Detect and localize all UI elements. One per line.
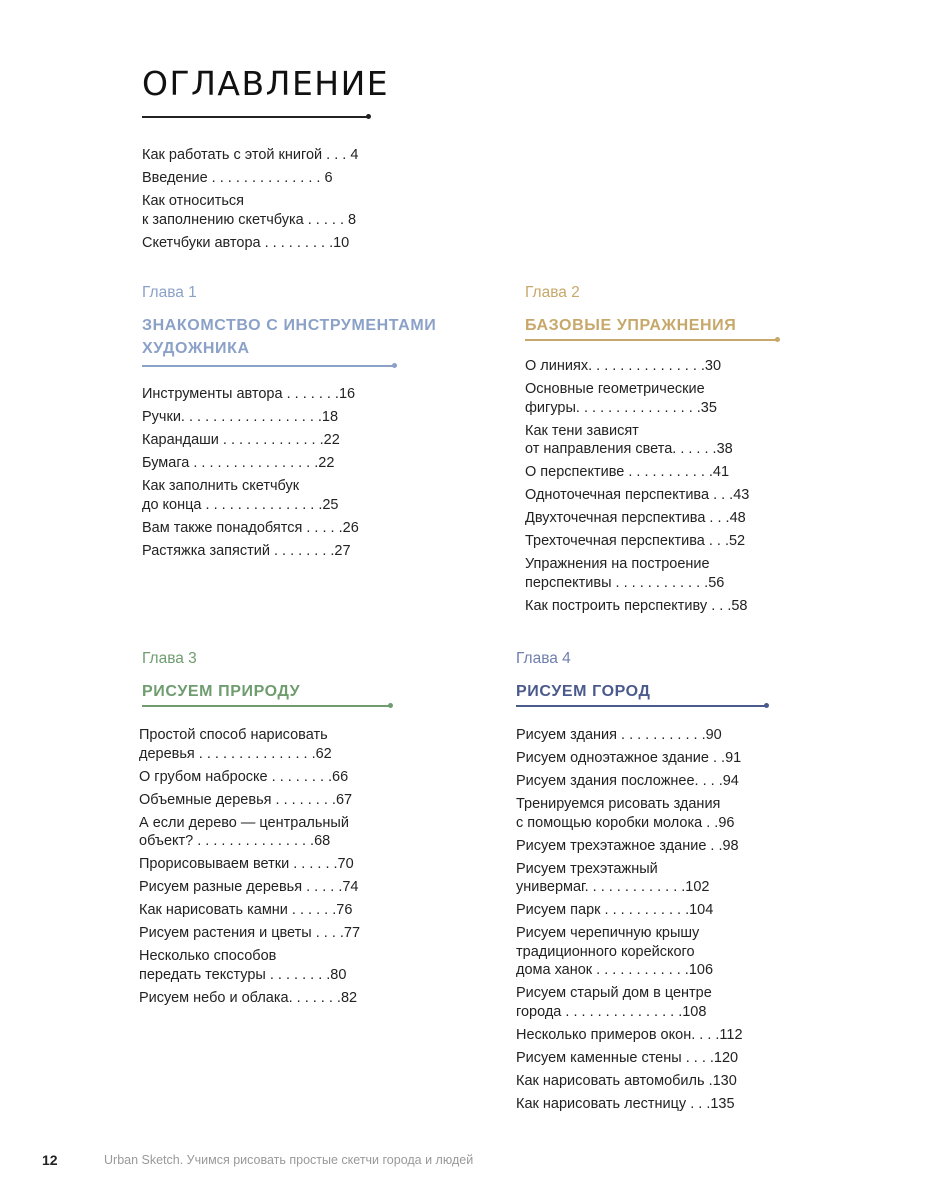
toc-entry[interactable] xyxy=(139,814,360,851)
toc-entry-line: передать текстуры . . . . . . . .80 xyxy=(139,966,347,983)
toc-entry-line: О грубом наброске . . . . . . . .66 xyxy=(139,768,349,785)
page-number: 12 xyxy=(42,1152,58,1168)
toc-entry[interactable] xyxy=(139,924,360,943)
toc-entry[interactable] xyxy=(142,408,359,427)
chapter-title-line: БАЗОВЫЕ УПРАЖНЕНИЯ xyxy=(525,317,737,334)
toc-entry-line: универмаг. . . . . . . . . . . . .102 xyxy=(516,879,710,895)
toc-entry-line: О линиях. . . . . . . . . . . . . . .30 xyxy=(525,358,722,374)
chapter-1-title xyxy=(142,314,436,360)
toc-entry-line: Двухточечная перспектива . . .48 xyxy=(525,510,746,526)
toc-entry-line: Рисуем черепичную крышу xyxy=(516,925,700,941)
toc-entry[interactable] xyxy=(139,768,360,787)
toc-entry-line: Рисуем старый дом в центре xyxy=(516,985,712,1001)
toc-entry-line: Рисуем небо и облака. . . . . . .82 xyxy=(139,989,358,1006)
toc-entry[interactable] xyxy=(142,385,359,404)
toc-entry[interactable] xyxy=(142,146,358,165)
toc-entry-line: Как заполнить скетчбук xyxy=(142,478,300,494)
toc-entry[interactable] xyxy=(525,422,749,459)
toc-entry-line: Рисуем трехэтажный xyxy=(516,860,658,877)
chapter-2-title xyxy=(525,314,736,337)
toc-entry[interactable] xyxy=(142,169,358,188)
toc-entry-line: Прорисовываем ветки . . . . . .70 xyxy=(139,856,354,872)
toc-entry-line: Основные геометрические xyxy=(525,381,705,397)
toc-entry[interactable] xyxy=(142,519,359,538)
chapter-2-toc xyxy=(525,357,749,620)
toc-entry-line: Растяжка запястий . . . . . . . .27 xyxy=(142,542,351,559)
toc-entry[interactable] xyxy=(516,924,743,980)
toc-entry[interactable] xyxy=(142,192,358,229)
toc-entry[interactable] xyxy=(525,357,749,376)
chapter-title-line: ХУДОЖНИКА xyxy=(142,340,250,357)
toc-entry[interactable] xyxy=(142,454,359,473)
toc-entry-line: А если дерево — центральный xyxy=(139,814,349,831)
toc-entry-line: Одноточечная перспектива . . .43 xyxy=(525,487,750,503)
toc-entry-line: Тренируемся рисовать здания xyxy=(516,796,721,812)
toc-entry-line: Рисуем трехэтажное здание . .98 xyxy=(516,837,739,854)
chapter-title-line: РИСУЕМ ПРИРОДУ xyxy=(142,683,301,700)
chapter-4-underline xyxy=(516,705,766,707)
toc-entry[interactable] xyxy=(516,901,743,920)
toc-entry-line: деревья . . . . . . . . . . . . . . .62 xyxy=(139,745,332,762)
toc-entry[interactable] xyxy=(516,984,743,1021)
chapter-3-label: Глава 3 xyxy=(142,650,197,667)
toc-entry[interactable] xyxy=(139,726,360,763)
toc-entry-line: Бумага . . . . . . . . . . . . . . . .22 xyxy=(142,455,335,471)
toc-entry[interactable] xyxy=(525,597,749,616)
toc-entry[interactable] xyxy=(139,989,360,1008)
toc-entry-line: Вам также понадобятся . . . . .26 xyxy=(142,519,359,536)
toc-entry-line: Рисуем растения и цветы . . . .77 xyxy=(139,925,361,941)
chapter-1-label: Глава 1 xyxy=(142,284,197,301)
toc-entry-line: к заполнению скетчбука . . . . . 8 xyxy=(142,211,357,228)
toc-entry[interactable] xyxy=(516,837,743,856)
toc-entry-line: Как нарисовать камни . . . . . .76 xyxy=(139,902,353,918)
toc-entry-line: Рисуем каменные стены . . . .120 xyxy=(516,1049,739,1066)
toc-entry-line: до конца . . . . . . . . . . . . . . .25 xyxy=(142,496,339,513)
chapter-1-underline xyxy=(142,365,394,367)
toc-entry[interactable] xyxy=(142,477,359,514)
toc-entry[interactable] xyxy=(139,901,360,920)
toc-entry-line: объект? . . . . . . . . . . . . . . .68 xyxy=(139,833,331,849)
chapter-4-toc xyxy=(516,726,743,1118)
toc-entry-line: Рисуем здания посложнее. . . .94 xyxy=(516,773,739,789)
toc-entry-line: Рисуем разные деревья . . . . .74 xyxy=(139,879,359,895)
toc-entry[interactable] xyxy=(516,749,743,768)
toc-entry-line: перспективы . . . . . . . . . . . .56 xyxy=(525,574,725,591)
chapter-4-title xyxy=(516,680,651,703)
title-underline xyxy=(142,116,368,118)
toc-entry-line: Ручки. . . . . . . . . . . . . . . . . .18 xyxy=(142,409,339,425)
toc-entry-line: с помощью коробки молока . .96 xyxy=(516,814,735,831)
toc-entry-line: Скетчбуки автора . . . . . . . . .10 xyxy=(142,234,350,251)
toc-entry-line: Как относиться xyxy=(142,193,244,209)
chapter-title-line: РИСУЕМ ГОРОД xyxy=(516,683,651,700)
toc-entry[interactable] xyxy=(525,532,749,551)
toc-entry-line: дома ханок . . . . . . . . . . . .106 xyxy=(516,962,714,978)
toc-entry[interactable] xyxy=(516,1049,743,1068)
toc-entry[interactable] xyxy=(516,860,743,897)
toc-entry-line: Как построить перспективу . . .58 xyxy=(525,597,748,614)
toc-entry[interactable] xyxy=(516,726,743,745)
toc-entry[interactable] xyxy=(525,509,749,528)
toc-entry[interactable] xyxy=(516,795,743,832)
chapter-1-toc xyxy=(142,385,359,565)
toc-entry[interactable] xyxy=(139,947,360,984)
toc-entry-line: Простой способ нарисовать xyxy=(139,727,328,743)
toc-entry-line: Объемные деревья . . . . . . . .67 xyxy=(139,791,353,808)
toc-entry[interactable] xyxy=(139,791,360,810)
intro-toc xyxy=(142,146,358,257)
toc-entry-line: Трехточечная перспектива . . .52 xyxy=(525,533,746,549)
toc-entry-line: Упражнения на построение xyxy=(525,556,710,572)
toc-entry[interactable] xyxy=(142,234,358,253)
chapter-2-underline xyxy=(525,339,777,341)
toc-entry-line: Инструменты автора . . . . . . .16 xyxy=(142,386,356,402)
toc-entry[interactable] xyxy=(525,555,749,592)
toc-entry-line: Как работать с этой книгой . . . 4 xyxy=(142,147,359,163)
toc-entry[interactable] xyxy=(516,1026,743,1045)
toc-entry[interactable] xyxy=(525,380,749,417)
toc-entry-line: Рисуем одноэтажное здание . .91 xyxy=(516,750,742,766)
toc-entry[interactable] xyxy=(516,1095,743,1114)
toc-entry[interactable] xyxy=(142,431,359,450)
chapter-3-title xyxy=(142,680,300,703)
toc-entry-line: Как нарисовать лестницу . . .135 xyxy=(516,1095,735,1112)
toc-entry[interactable] xyxy=(139,878,360,897)
toc-entry-line: фигуры. . . . . . . . . . . . . . . .35 xyxy=(525,399,717,416)
toc-entry-line: Несколько примеров окон. . . .112 xyxy=(516,1026,743,1043)
toc-entry[interactable] xyxy=(516,772,743,791)
page-title: ОГЛАВЛЕНИЕ xyxy=(142,64,390,103)
toc-entry-line: Рисуем здания . . . . . . . . . . .90 xyxy=(516,727,722,743)
toc-entry-line: Как нарисовать автомобиль .130 xyxy=(516,1072,737,1089)
running-footer: Urban Sketch. Учимся рисовать простые скетчи города и людей xyxy=(104,1153,474,1167)
toc-entry-line: города . . . . . . . . . . . . . . .108 xyxy=(516,1003,707,1020)
chapter-title-line: ЗНАКОМСТВО С ИНСТРУМЕНТАМИ xyxy=(142,317,437,334)
chapter-3-underline xyxy=(142,705,390,707)
toc-entry-line: Рисуем парк . . . . . . . . . . .104 xyxy=(516,902,714,918)
toc-entry[interactable] xyxy=(516,1072,743,1091)
toc-entry[interactable] xyxy=(525,486,749,505)
toc-entry-line: Введение . . . . . . . . . . . . . . 6 xyxy=(142,170,333,186)
toc-entry-line: от направления света. . . . . .38 xyxy=(525,441,733,457)
toc-entry[interactable] xyxy=(139,855,360,874)
chapter-4-label: Глава 4 xyxy=(516,650,571,667)
toc-entry[interactable] xyxy=(525,463,749,482)
chapter-3-toc xyxy=(139,726,360,1012)
toc-entry-line: Как тени зависят xyxy=(525,422,639,439)
toc-entry-line: О перспективе . . . . . . . . . . .41 xyxy=(525,464,730,480)
toc-entry-line: традиционного корейского xyxy=(516,943,695,960)
toc-entry[interactable] xyxy=(142,542,359,561)
toc-entry-line: Карандаши . . . . . . . . . . . . .22 xyxy=(142,432,340,448)
toc-entry-line: Несколько способов xyxy=(139,948,277,964)
chapter-2-label: Глава 2 xyxy=(525,284,580,301)
